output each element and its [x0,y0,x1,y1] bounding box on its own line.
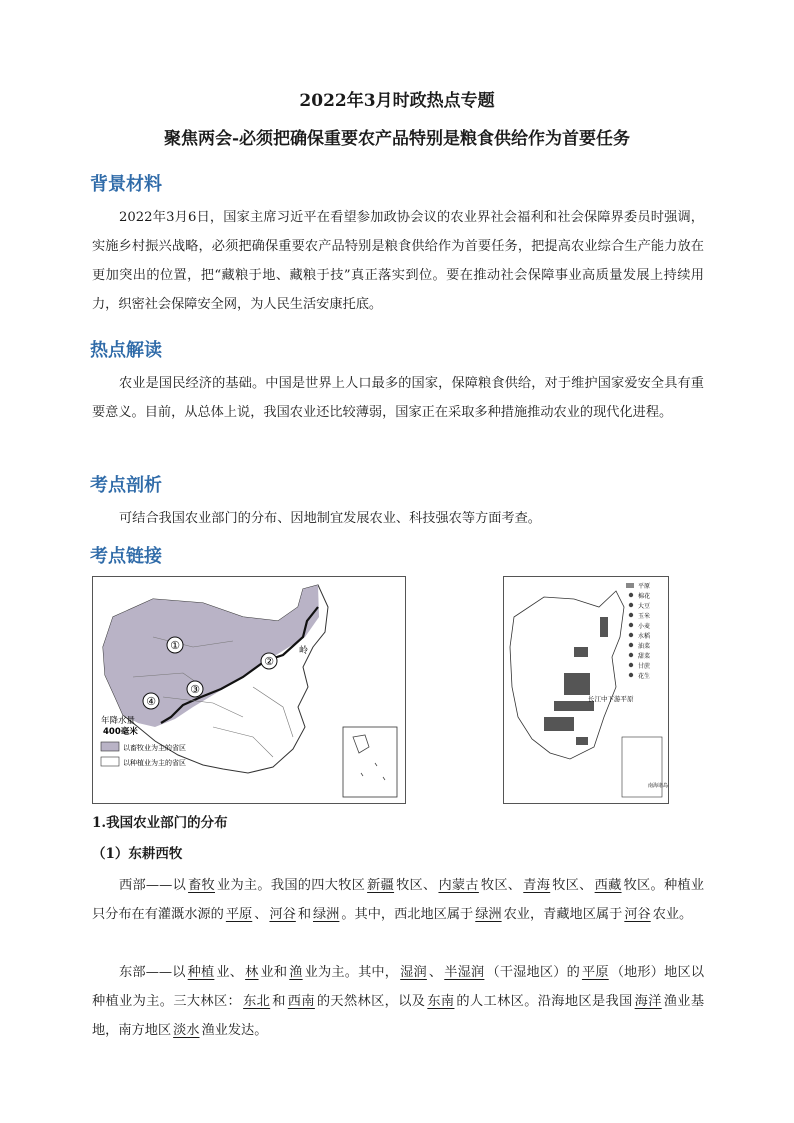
east-t4: 业为主。其中， [304,965,399,980]
document-title: 2022年3月时政热点专题 [299,91,495,111]
section-heading-links: 考点链接 [90,546,162,567]
west-t2: 业为主。我国的四大牧区 [217,878,366,893]
east-t9: 的天然林区，以及 [316,994,426,1009]
background-paragraph: 2022年3月6日，国家主席习近平在看望参加政协会议的农业界社会福利和社会保障界委员时强调，实施乡村振兴战略，必须把确保重要农产品特别是粮食供给作为首要任务，把提高农业综合生产能力放在更加突出的位置，把“藏粮于地、藏粮于技”真正落实到位。要在推动社会保障事业高质量发展上持续用力，织密社会保障安全网，为人民生活安康托底。 [92,210,704,312]
crop-legend-icon-7 [629,653,633,657]
legend-swatch-pastoral [101,742,119,751]
west-blank-2: 新疆 [367,878,395,893]
east-blank-10: 海洋 [634,994,662,1009]
east-t1: 东部——以 [119,965,186,980]
crop-legend-3: 玉米 [638,613,651,620]
east-t11: 渔业基地，南方地区 [92,994,705,1038]
west-t7: 、 [254,907,268,922]
east-blank-1: 种植 [187,965,215,980]
section-heading-analysis: 考点剖析 [90,475,162,496]
crop-legend-4: 小麦 [638,623,651,630]
east-blank-6: 平原 [581,965,609,980]
region-label-2: ② [264,655,274,668]
legend-label-pastoral: 以畜牧业为主的省区 [123,744,186,752]
east-blank-8: 西南 [287,994,315,1009]
analysis-paragraph: 可结合我国农业部门的分布、因地制宜发展农业、科技强农等方面考查。 [119,511,541,526]
cluster-huabei [564,673,590,695]
china-agriculture-map [92,576,406,804]
region-marker-1 [167,637,183,653]
east-t5: 、 [428,965,443,980]
china-map-graphic [93,577,405,803]
region-marker-2 [261,653,277,669]
crop-distribution-map [503,576,669,804]
section-heading-background: 背景材料 [90,174,162,195]
west-blank-5: 西藏 [594,878,622,893]
legend-swatch-farming [101,757,119,766]
crop-legend-icon-4 [629,623,633,627]
west-t3: 牧区、 [396,878,437,893]
crop-inset-label: 南海诸岛 [648,783,668,789]
crop-legend-9: 花生 [638,673,651,680]
cluster-north [574,647,588,657]
crop-legend-1: 棉花 [638,593,651,600]
south-sea-inset [343,727,397,797]
west-blank-4: 青海 [523,878,551,893]
crop-legend-8: 甘蔗 [638,663,651,670]
west-blank-7: 河谷 [269,907,296,922]
east-t6: （干湿地区）的 [486,965,580,980]
crop-legend-0: 平原 [638,583,651,590]
west-blank-10: 河谷 [624,907,651,922]
section-heading-interpretation: 热点解读 [90,340,162,361]
legend-rain-title: 年降水量 [101,716,136,726]
west-t4: 牧区、 [480,878,522,893]
yangtze-plain-label: 长江中下游平原 [588,695,634,703]
crop-legend-icon-1 [629,593,633,597]
west-blank-6: 平原 [225,907,253,922]
cluster-south [544,717,574,731]
west-t10: 农业，青藏地区属于 [503,907,623,922]
east-paragraph [92,958,704,1045]
content-heading-1: 1.我国农业部门的分布 [92,815,228,831]
east-blank-2: 林 [245,965,259,980]
cluster-northeast [600,617,608,637]
west-t9: 。其中，西北地区属于 [341,907,474,922]
west-t8: 和 [297,907,311,922]
west-t1: 西部——以 [119,878,187,893]
east-t2: 业、 [216,965,244,980]
region-label-3: ③ [190,683,200,696]
east-blank-7: 东北 [243,994,271,1009]
east-blank-5: 半湿润 [444,965,485,980]
east-blank-9: 东南 [427,994,455,1009]
crop-legend-icon-3 [629,613,633,617]
west-t11: 农业。 [652,907,693,922]
west-t6: 牧区。种植业只分布在有灌溉水源的 [92,878,705,922]
crop-legend-icon-9 [629,673,633,677]
legend-rain-value: 400毫米 [103,727,138,737]
crop-legend-icon-6 [629,643,633,647]
crop-legend-icon-5 [629,633,633,637]
legend-swatch-plain [626,583,634,588]
region-marker-3 [187,681,203,697]
east-blank-4: 湿润 [400,965,427,980]
west-t5: 牧区、 [552,878,593,893]
east-t12: 渔业发达。 [201,1023,268,1038]
region-label-1: ① [170,639,180,652]
crop-legend-icon-8 [629,663,633,667]
crop-legend-icon-2 [629,603,633,607]
west-blank-8: 绿洲 [313,907,340,922]
crop-legend [626,582,650,680]
west-paragraph [92,871,704,929]
document-subtitle: 聚焦两会-必须把确保重要农产品特别是粮食供给作为首要任务 [163,129,631,149]
east-blank-11: 淡水 [173,1023,200,1038]
legend-label-farming: 以种植业为主的省区 [123,759,186,767]
region-label-4: ④ [146,695,156,708]
interpretation-paragraph: 农业是国民经济的基础。中国是世界上人口最多的国家，保障粮食供给，对于维护国家爱安全具有重要意义。目前，从总体上说，我国农业还比较薄弱，国家正在采取多种措施推动农业的现代化进程。 [92,376,704,420]
cluster-southeast [576,737,588,745]
east-t3: 业和 [260,965,288,980]
crop-map-graphic [504,577,668,803]
region-marker-4 [143,693,159,709]
content-heading-2: （1）东耕西牧 [92,846,183,862]
east-blank-3: 渔 [289,965,303,980]
west-blank-3: 内蒙古 [438,878,479,893]
crop-legend-5: 水稻 [638,633,651,640]
crop-legend-7: 甜菜 [638,653,651,660]
west-blank-9: 绿洲 [475,907,502,922]
place-label: 岭 [299,646,309,656]
west-blank-1: 畜牧 [188,878,215,893]
crop-legend-2: 大豆 [638,603,651,610]
crop-legend-6: 油菜 [638,643,651,650]
east-t7: （地形）地区以种植业为主。三大林区： [92,965,705,1009]
east-t8: 和 [272,994,286,1009]
east-t10: 的人工林区。沿海地区是我国 [456,994,633,1009]
